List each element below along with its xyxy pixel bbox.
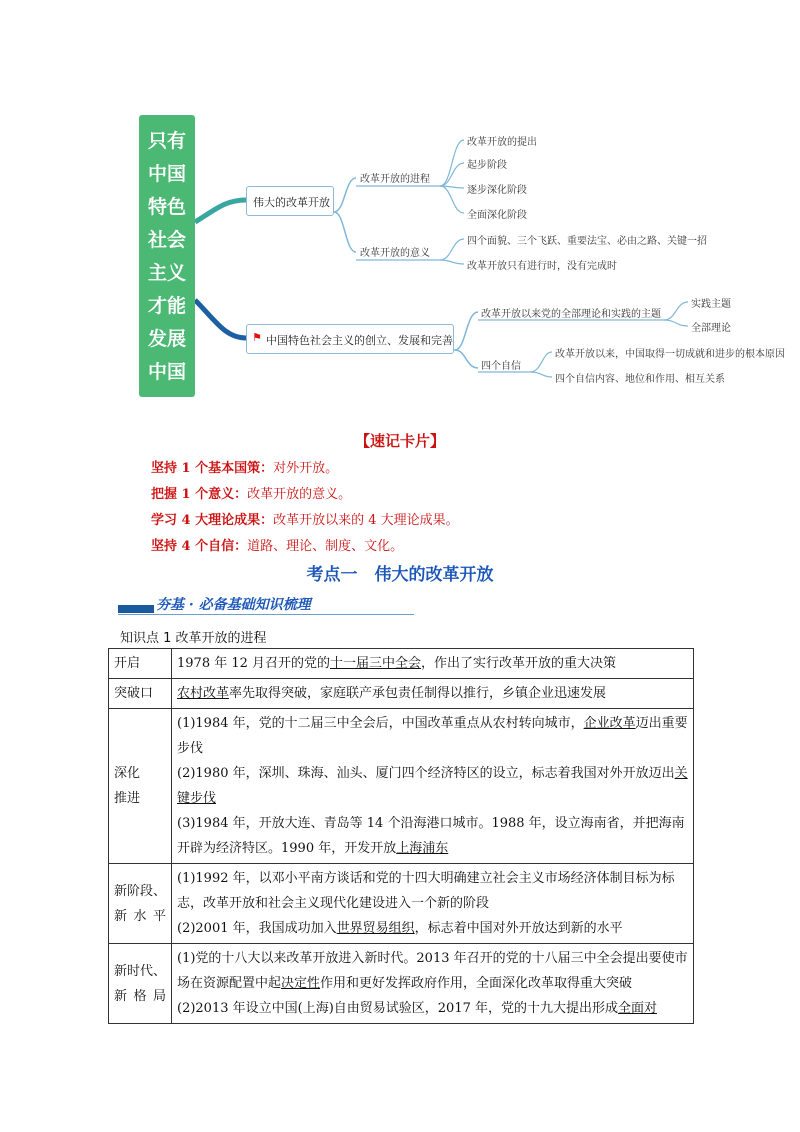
card-key: 坚持 4 个自信： xyxy=(151,539,248,554)
text-segment: (1)1984 年，党的十二届三中全会后，中国改革重点从农村转向城市， xyxy=(177,716,584,731)
leaf: 四个自信内容、地位和作用、相互关系 xyxy=(555,374,725,385)
row-head xyxy=(109,864,172,944)
row-content xyxy=(172,944,694,1024)
banner-text: 夯基 · 必备基础知识梳理 xyxy=(156,597,311,613)
paragraph xyxy=(177,761,688,811)
leaf: 全面深化阶段 xyxy=(467,210,527,221)
branch2-sub2-label: 四个自信 xyxy=(481,361,521,372)
text-segment: ，作出了实行改革开放的重大决策 xyxy=(421,656,617,671)
knowledge-table xyxy=(108,648,694,1024)
text-segment: (1)党的十八大以来改革开放进入新时代。2013 年召开的党的十八届三中全会提出要使市场在资源配置中起 xyxy=(177,951,688,991)
row-content xyxy=(172,709,694,864)
text-segment: (2)1980 年，深圳、珠海、汕头、厦门四个经济特区的设立，标志着我国对外开放迈出 xyxy=(177,766,675,781)
row-head-text: 新阶段、新水平 xyxy=(114,883,167,924)
text-segment: ，标志着中国对外开放达到新的水平 xyxy=(414,921,623,936)
table-row xyxy=(109,709,694,864)
underlined-term: 决定性 xyxy=(281,976,321,991)
card-value: 道路、理论、制度、文化。 xyxy=(247,539,404,554)
paragraph xyxy=(177,916,688,941)
mind-map-root xyxy=(139,115,195,397)
root-line: 才能 xyxy=(147,295,186,317)
table-row xyxy=(109,649,694,679)
root-line: 只有 xyxy=(147,130,186,152)
card-line xyxy=(151,457,338,476)
row-head: 开启 xyxy=(109,649,172,679)
banner-line xyxy=(118,614,414,615)
root-line: 中国 xyxy=(147,361,186,383)
card-key: 学习 4 大理论成果： xyxy=(151,513,274,528)
paragraph xyxy=(177,681,688,706)
leaf: 改革开放以来，中国取得一切成就和进步的根本原因 xyxy=(555,349,785,360)
underlined-term: 全面对 xyxy=(618,1001,658,1016)
row-content xyxy=(172,864,694,944)
paragraph xyxy=(177,946,688,996)
text-segment: 率先取得突破，家庭联产承包责任制得以推行，乡镇企业迅速发展 xyxy=(229,686,607,701)
text-segment: 1978 年 12 月召开的党的 xyxy=(177,656,331,671)
paragraph xyxy=(177,996,688,1021)
underlined-term: 上海浦东 xyxy=(396,841,449,856)
leaf: 改革开放的提出 xyxy=(467,137,537,148)
branch1-sub1-label: 改革开放的进程 xyxy=(360,174,430,185)
text-segment: (2)2001 年，我国成功加入 xyxy=(177,921,337,936)
row-head-text: 新时代、新格局 xyxy=(114,963,167,1004)
root-line: 中国 xyxy=(147,163,186,185)
table-row xyxy=(109,944,694,1024)
text-segment: (3)1984 年，开放大连、青岛等 14 个沿海港口城市。1988 年，设立海南省，并把海南开辟为经济特区。1990 年，开发开放 xyxy=(177,816,685,856)
row-content xyxy=(172,679,694,709)
text-segment: (2)2013 年设立中国(上海)自由贸易试验区，2017 年，党的十九大提出形成 xyxy=(177,1001,618,1016)
card-line xyxy=(151,509,459,528)
card-key: 把握 1 个意义： xyxy=(151,487,248,502)
underlined-term: 企业改革 xyxy=(583,716,636,731)
section-title: 考点一 伟大的改革开放 xyxy=(306,565,494,585)
text-segment: 作用和更好发挥政府作用，全面深化改革取得重大突破 xyxy=(320,976,633,991)
card-title: 【速记卡片】 xyxy=(354,432,445,450)
root-line: 社会 xyxy=(147,229,186,251)
branch2-label: 中国特色社会主义的创立、发展和完善 xyxy=(266,334,453,347)
underlined-term: 十一届三中全会 xyxy=(330,656,422,671)
banner-bar xyxy=(118,605,154,613)
mind-map xyxy=(0,0,800,410)
table-row xyxy=(109,679,694,709)
branch1-label: 伟大的改革开放 xyxy=(253,196,330,209)
root-line: 发展 xyxy=(147,328,186,350)
branch2-sub1-label: 改革开放以来党的全部理论和实践的主题 xyxy=(481,309,661,320)
root-line: 主义 xyxy=(147,262,186,284)
card-value: 改革开放的意义。 xyxy=(247,487,352,502)
row-head-text: 深化推进 xyxy=(114,766,141,806)
table-row xyxy=(109,864,694,944)
row-head: 突破口 xyxy=(109,679,172,709)
leaf: 起步阶段 xyxy=(467,160,507,171)
knowledge-point-title: 知识点 1 改革开放的进程 xyxy=(120,631,267,646)
mind-map-root-text xyxy=(139,125,195,389)
row-head xyxy=(109,944,172,1024)
paragraph xyxy=(177,711,688,761)
row-content xyxy=(172,649,694,679)
paragraph xyxy=(177,866,688,916)
leaf: 四个面貌、三个飞跃、重要法宝、必由之路、关键一招 xyxy=(467,236,707,247)
underlined-term: 关键步伐 xyxy=(177,766,688,806)
card-value: 改革开放以来的 4 大理论成果。 xyxy=(273,513,459,528)
leaf: 逐步深化阶段 xyxy=(467,185,527,196)
card-line xyxy=(151,535,403,554)
leaf: 改革开放只有进行时，没有完成时 xyxy=(467,261,617,272)
card-line xyxy=(151,483,351,502)
underlined-term: 世界贸易组织 xyxy=(336,921,415,936)
paragraph xyxy=(177,651,688,676)
branch1-sub2-label: 改革开放的意义 xyxy=(360,248,430,259)
section-banner xyxy=(118,594,418,616)
leaf: 实践主题 xyxy=(691,299,731,310)
card-key: 坚持 1 个基本国策： xyxy=(151,461,274,476)
text-segment: (1)1992 年，以邓小平南方谈话和党的十四大明确建立社会主义市场经济体制目标为标志，改革开放和社会主义现代化建设进入一个新的阶段 xyxy=(177,871,675,911)
flag-icon: ⚑ xyxy=(252,331,262,344)
root-line: 特色 xyxy=(147,196,186,218)
leaf: 全部理论 xyxy=(691,323,731,334)
text-segment: 迈出重要步伐 xyxy=(177,716,688,756)
underlined-term: 农村改革 xyxy=(177,686,230,701)
card-value: 对外开放。 xyxy=(273,461,339,476)
row-head xyxy=(109,709,172,864)
paragraph xyxy=(177,811,688,861)
